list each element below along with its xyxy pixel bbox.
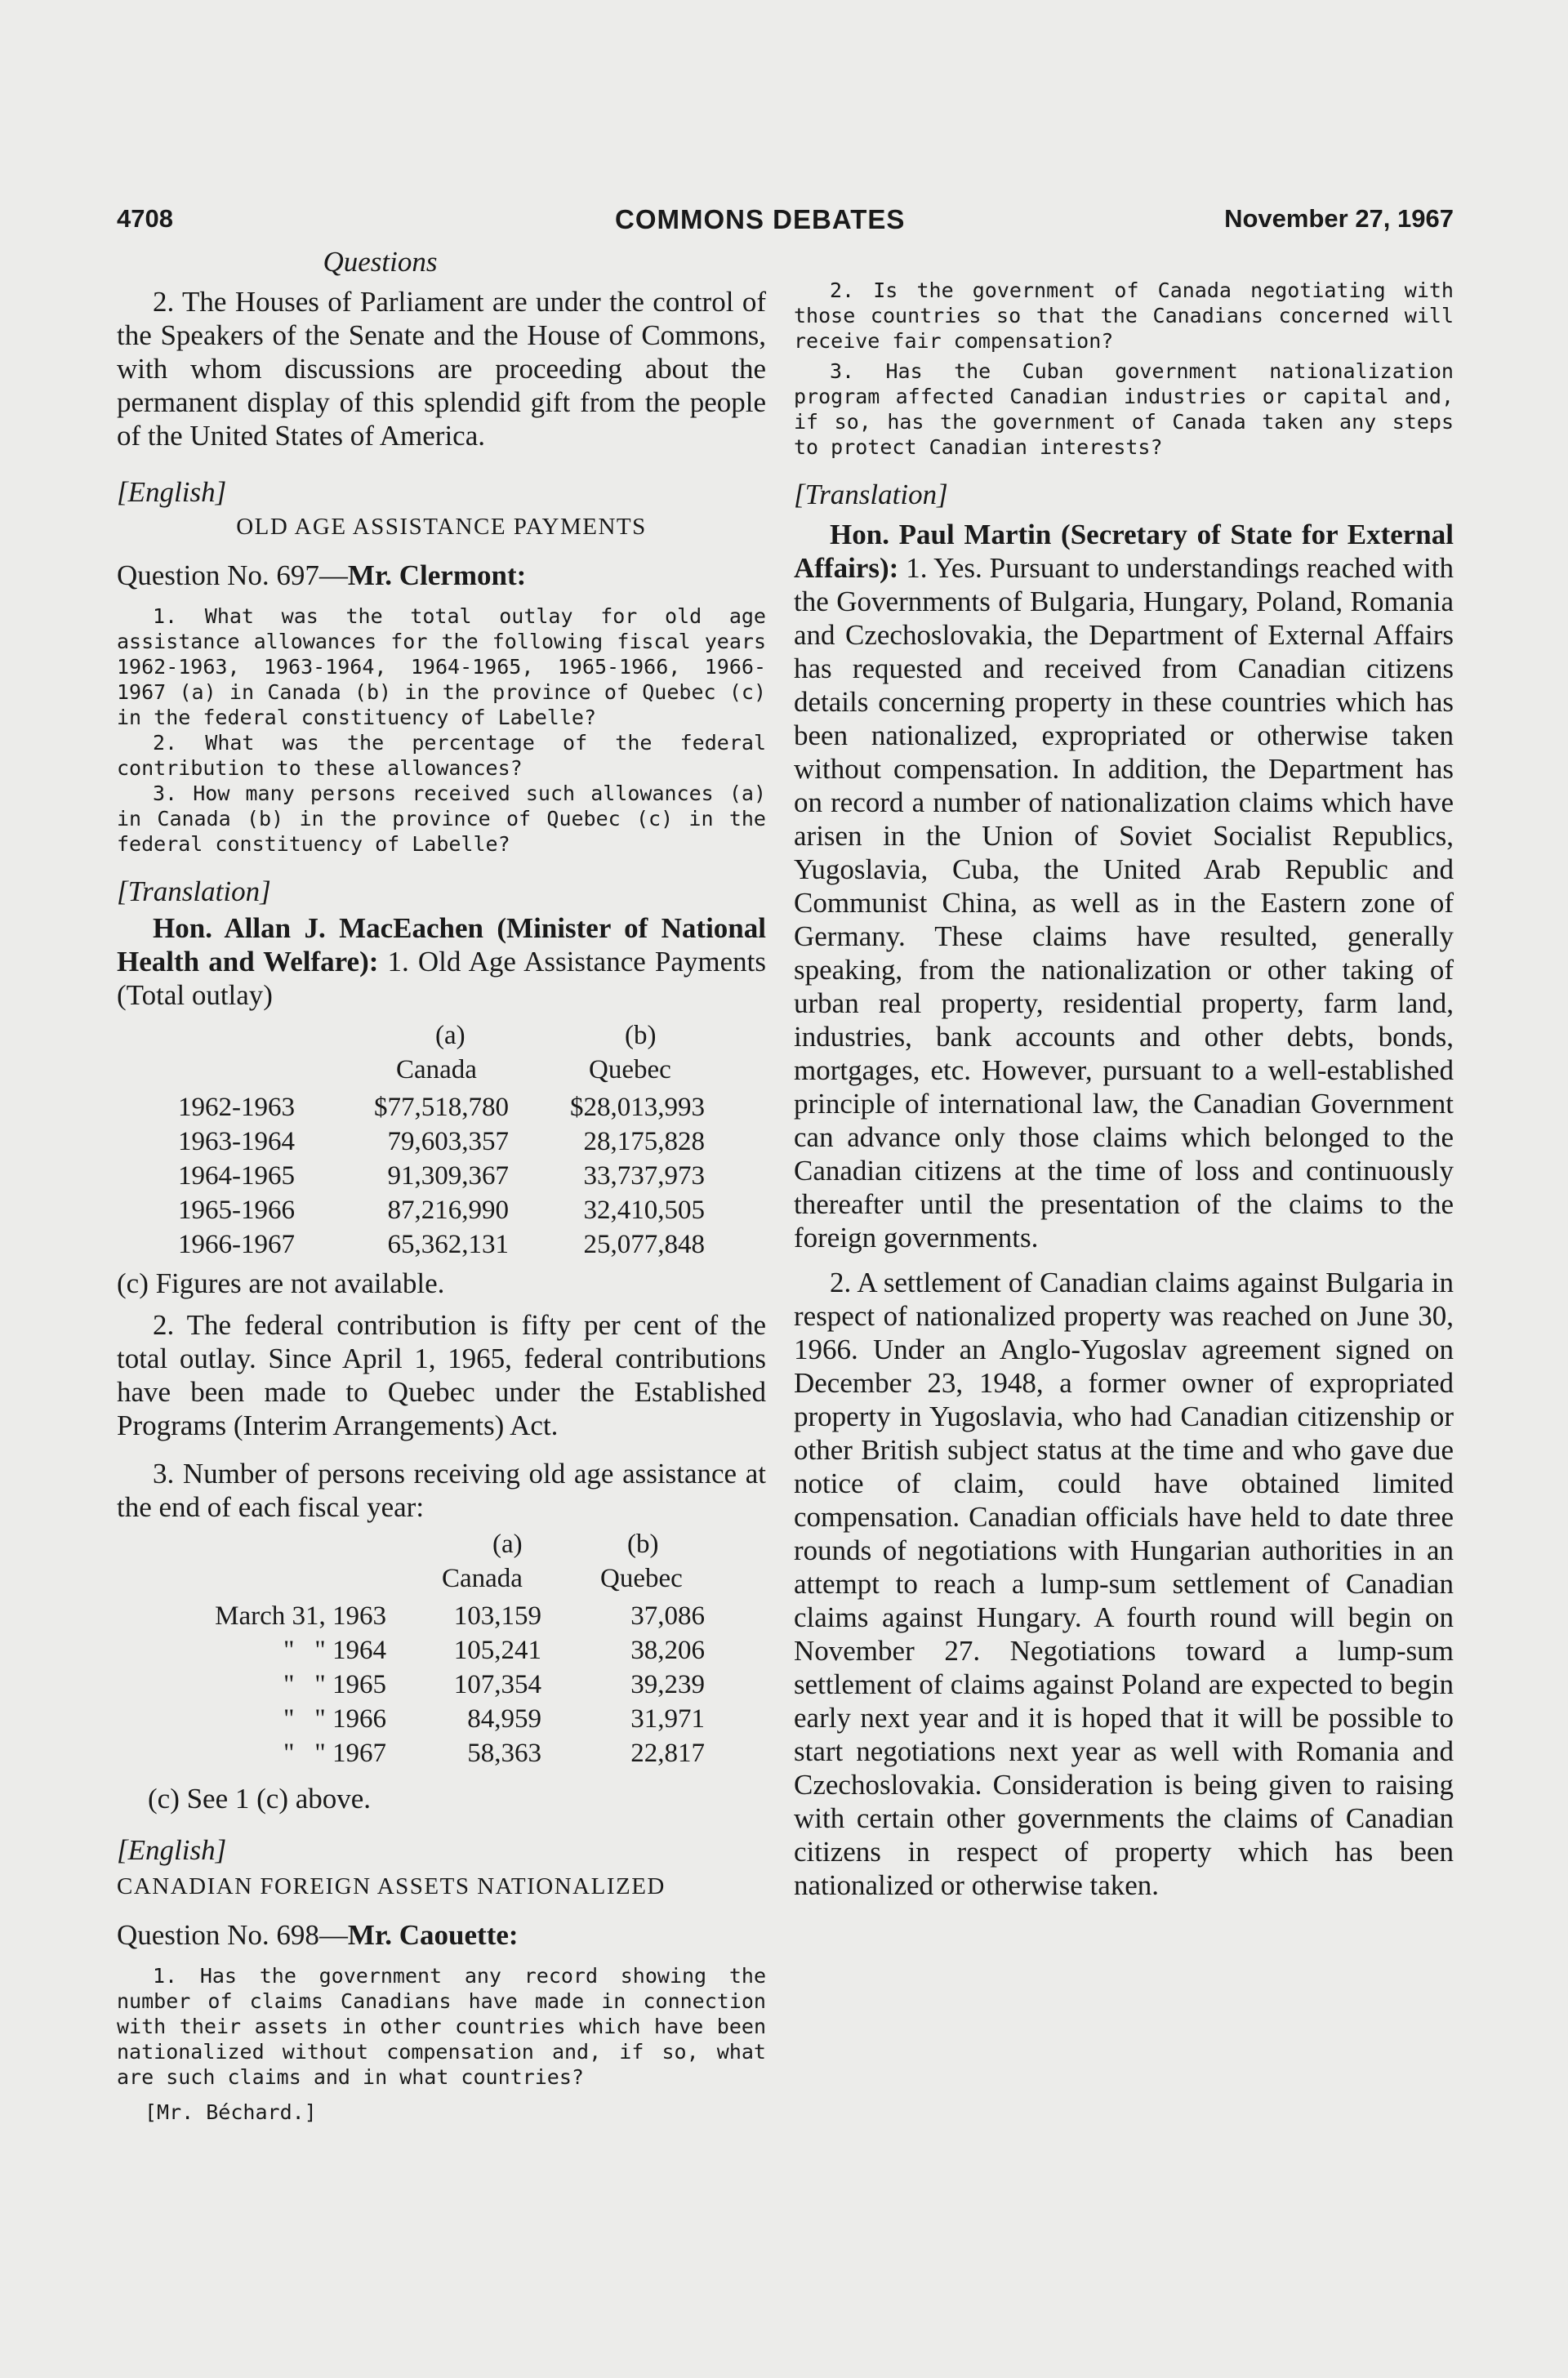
canada-value: 84,959: [467, 1704, 541, 1734]
table-header-row: [117, 1018, 766, 1053]
quebec-value: $28,013,993: [570, 1093, 705, 1122]
page-date: November 27, 1967: [1224, 204, 1454, 233]
quebec-value: 33,737,973: [583, 1161, 705, 1191]
quebec-value: 22,817: [630, 1739, 705, 1768]
answer-paragraph: [794, 518, 1454, 1254]
table-row: [117, 1599, 766, 1633]
question-number: Question No. 698—: [117, 1919, 348, 1951]
fiscal-year: 1966-1967: [178, 1230, 295, 1259]
canada-value: 58,363: [467, 1739, 541, 1768]
fiscal-year: 1964-1965: [178, 1161, 295, 1191]
speaker-name: Hon. Allan J. MacEachen (Minister of National Health and Welfare):: [117, 912, 766, 977]
date-label: " " 1966: [283, 1704, 386, 1734]
canada-value: 105,241: [453, 1636, 541, 1665]
date-label: " " 1965: [283, 1670, 386, 1699]
quebec-value: 32,410,505: [583, 1196, 705, 1225]
left-column: [117, 245, 766, 2125]
date-label: " " 1964: [283, 1636, 386, 1665]
question-text: 2. Is the government of Canada negotiating with those countries so that the Canadians concerned will receive fair compensation?: [794, 278, 1454, 353]
right-column: [794, 278, 1454, 1902]
question-text: 1. What was the total outlay for old age assistance allowances for the following fiscal years 1962-1963, 1963-1964, 1964-1965, 1965-1966, 1966-1967 (a) in Canada (b) in the province of Quebec (c) in the federal constituency of Labelle?: [117, 604, 766, 729]
table-header-row: [117, 1053, 766, 1087]
table-row: [117, 1736, 766, 1770]
column-header-a: (a): [492, 1530, 523, 1559]
publication-title: COMMONS DEBATES: [615, 204, 906, 234]
quebec-value: 38,206: [630, 1636, 705, 1665]
question-text: 3. Has the Cuban government nationalization program affected Canadian industries or capital and, if so, has the government of Canada taken any steps to protect Canadian interests?: [794, 359, 1454, 459]
language-marker: [Translation]: [794, 479, 948, 510]
table-row: [117, 1159, 766, 1193]
column-name-a: Canada: [396, 1055, 477, 1084]
answer-paragraph: 2. A settlement of Canadian claims against Bulgaria in respect of nationalized property was reached on June 30, 1966. Under an Anglo-Yugoslav agreement signed on December 23, 1948, a former owner of expropriated property in Yugoslavia, who had Canadian citizenship or other British subject status at the time and who gave due notice of claim, could have obtained limited compensation. Canadian officials have held to date three rounds of negotiations with Hungarian authorities in an attempt to reach a lump-sum settlement of Canadian claims against Hungary. A fourth round will begin on November 27. Negotiations toward a lump-sum settlement of claims against Poland are expected to begin early next year and it is hoped that it will be possible to start negotiations next year as well with Romania and Czechoslovakia. Consideration is being given to raising with certain other governments the claims of Canadian citizens in respect of property which has been nationalized or otherwise taken.: [794, 1267, 1454, 1901]
fiscal-year: 1962-1963: [178, 1093, 295, 1122]
table-header-row: [117, 1527, 766, 1561]
table-header-row: [117, 1561, 766, 1596]
quebec-value: 39,239: [630, 1670, 705, 1699]
canada-value: 103,159: [453, 1601, 541, 1631]
language-marker: [Translation]: [117, 875, 271, 907]
table-row: [117, 1227, 766, 1262]
question-number: Question No. 697—: [117, 559, 348, 591]
question-heading: [117, 559, 766, 592]
language-marker: [English]: [117, 476, 227, 508]
table-row: [117, 1702, 766, 1736]
paragraph: 2. The federal contribution is fifty per cent of the total outlay. Since April 1, 1965, federal contributions have been made to Quebec under the Established Programs (Interim Arrangements) Act.: [117, 1309, 766, 1441]
quebec-value: 28,175,828: [583, 1127, 705, 1156]
fiscal-year: 1963-1964: [178, 1127, 295, 1156]
quebec-value: 31,971: [630, 1704, 705, 1734]
canada-value: $77,518,780: [374, 1093, 509, 1122]
column-header-b: (b): [625, 1021, 657, 1050]
page-number: 4708: [117, 204, 173, 233]
paragraph: 3. Number of persons receiving old age assistance at the end of each fiscal year:: [117, 1458, 766, 1523]
table-row: [117, 1193, 766, 1227]
speaker-attribution: [Mr. Béchard.]: [145, 2100, 317, 2124]
canada-value: 65,362,131: [387, 1230, 509, 1259]
member-name: Mr. Clermont:: [347, 559, 527, 591]
canada-value: 79,603,357: [387, 1127, 509, 1156]
canada-value: 91,309,367: [387, 1161, 509, 1191]
date-label: " " 1967: [283, 1739, 386, 1768]
question-text: 2. What was the percentage of the federal contribution to these allowances?: [117, 731, 766, 780]
table-row: [117, 1124, 766, 1159]
table-note: (c) Figures are not available.: [117, 1267, 445, 1299]
section-heading: CANADIAN FOREIGN ASSETS NATIONALIZED: [117, 1873, 666, 1899]
quebec-value: 37,086: [630, 1601, 705, 1631]
date-label: March 31, 1963: [215, 1601, 386, 1631]
section-heading: OLD AGE ASSISTANCE PAYMENTS: [236, 514, 647, 540]
table-row: [117, 1633, 766, 1668]
outlay-table: [117, 1018, 766, 1262]
table-row: [117, 1090, 766, 1124]
recipients-table: [117, 1527, 766, 1770]
question-text: 3. How many persons received such allowances (a) in Canada (b) in the province of Quebec (c) in the federal constituency of Labelle?: [117, 782, 766, 856]
member-name: Mr. Caouette:: [347, 1919, 519, 1951]
speaker-name: Hon. Paul Martin (Secretary of State for External Affairs):: [794, 519, 1454, 584]
column-name-b: Quebec: [600, 1564, 683, 1593]
answer-paragraph: [117, 911, 766, 1012]
canada-value: 107,354: [453, 1670, 541, 1699]
paragraph: 2. The Houses of Parliament are under the control of the Speakers of the Senate and the House of Commons, with whom discussions are proceeding about the permanent display of this splendid gift from the people of the United States of America.: [117, 286, 766, 452]
column-header-a: (a): [435, 1021, 466, 1050]
quebec-value: 25,077,848: [583, 1230, 705, 1259]
subhead: Questions: [323, 246, 438, 278]
answer-text: 1. Old Age Assistance Payments (Total outlay): [117, 946, 766, 1011]
column-header-b: (b): [627, 1530, 659, 1559]
column-name-b: Quebec: [589, 1055, 671, 1084]
fiscal-year: 1965-1966: [178, 1196, 295, 1225]
language-marker: [English]: [117, 1834, 227, 1866]
page-header: [117, 204, 1454, 237]
table-note: (c) See 1 (c) above.: [148, 1783, 372, 1815]
table-row: [117, 1668, 766, 1702]
question-heading: [117, 1918, 766, 1952]
answer-text: 1. Yes. Pursuant to understandings reached with the Governments of Bulgaria, Hungary, Poland, Romania and Czechoslovakia, the Department of External Affairs has requested and received from Canadian citizens details concerning property in these countries which has been nationalized, expropriated or otherwise taken without compensation. In addition, the Department has on record a number of nationalization claims which have arisen in the Union of Soviet Socialist Republics, Yugoslavia, Cuba, the United Arab Republic and Communist China, as well as in the Eastern zone of Germany. These claims have resulted, generally speaking, from the nationalization or other taking of urban real property, residential property, farm land, industries, bank accounts and other debts, bonds, mortgages, etc. However, pursuant to a well-established principle of international law, the Canadian Government can advance only those claims which belonged to the Canadian citizens at the time of loss and continuously thereafter until the presentation of the claims to the foreign governments.: [794, 552, 1454, 1254]
canada-value: 87,216,990: [387, 1196, 509, 1225]
question-text: 1. Has the government any record showing the number of claims Canadians have made in connection with their assets in other countries which have been nationalized without compensation and, if so, what are such claims and in what countries?: [117, 1964, 766, 2089]
column-name-a: Canada: [442, 1564, 523, 1593]
